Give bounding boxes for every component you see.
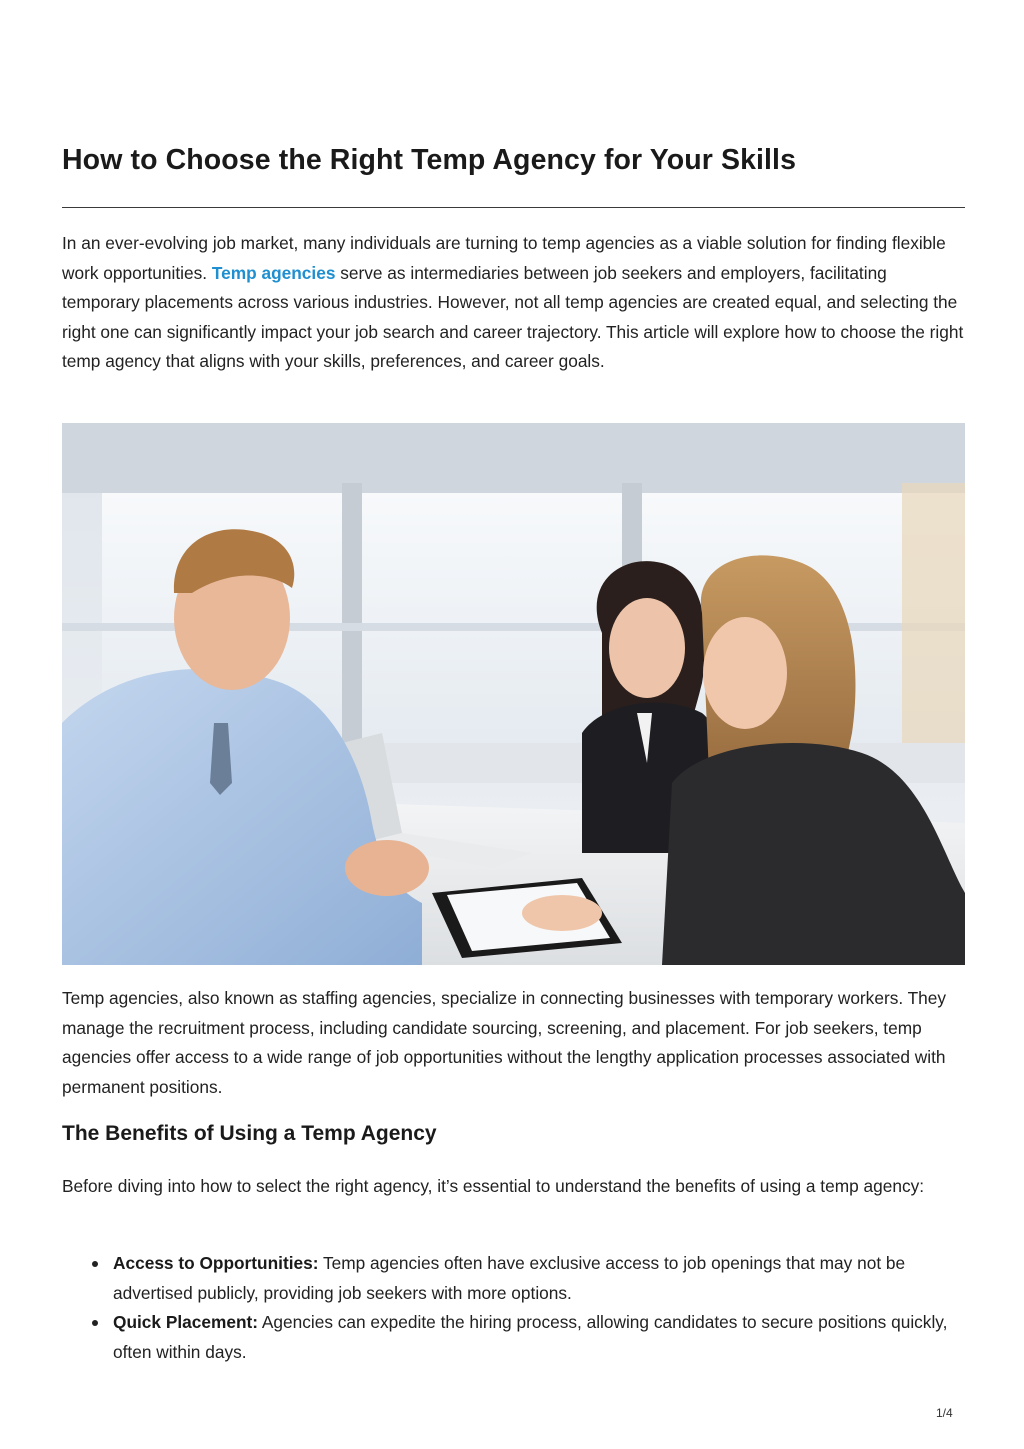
benefit-term: Quick Placement: — [113, 1312, 259, 1332]
hero-image-office-meeting — [62, 423, 965, 965]
article-title: How to Choose the Right Temp Agency for Your Skills — [62, 144, 797, 176]
list-item — [113, 1249, 965, 1308]
benefits-heading: The Benefits of Using a Temp Agency — [62, 1122, 437, 1145]
intro-text-before-link: In an ever-evolving job market, many individuals are turning to temp agencies as a viable solution for finding flexible work opportunities. — [62, 233, 946, 283]
staffing-agencies-paragraph: Temp agencies, also known as staffing agencies, specialize in connecting businesses with temporary workers. They manage the recruitment process, including candidate sourcing, screening, and placement. For job seekers, temp agencies offer access to a wide range of job opportunities without the lengthy application processes associated with permanent positions. — [62, 988, 947, 1097]
intro-paragraph — [62, 229, 965, 377]
bullet-icon — [92, 1261, 98, 1267]
benefits-intro-paragraph: Before diving into how to select the right agency, it’s essential to understand the benefits of using a temp agency: — [62, 1176, 925, 1196]
benefits-list — [62, 1249, 965, 1367]
intro-text-after-link: serve as intermediaries between job seekers and employers, facilitating temporary placements across various industries. However, not all temp agencies are created equal, and selecting the right one can significantly impact your job search and career trajectory. This article will explore how to choose the right temp agency that aligns with your skills, preferences, and career goals. — [62, 262, 964, 371]
temp-agencies-link[interactable]: Temp agencies — [211, 262, 336, 283]
bullet-icon — [92, 1320, 98, 1326]
benefit-text: Temp agencies often have exclusive access to job openings that may not be advertised publicly, providing job seekers with more options. — [113, 1253, 906, 1303]
benefit-term: Access to Opportunities: — [113, 1253, 319, 1273]
list-item — [113, 1308, 965, 1367]
benefit-text: Agencies can expedite the hiring process, allowing candidates to secure positions quickly, often within days. — [113, 1312, 948, 1362]
title-divider — [62, 207, 965, 208]
page-number: 1/4 — [936, 1406, 953, 1420]
